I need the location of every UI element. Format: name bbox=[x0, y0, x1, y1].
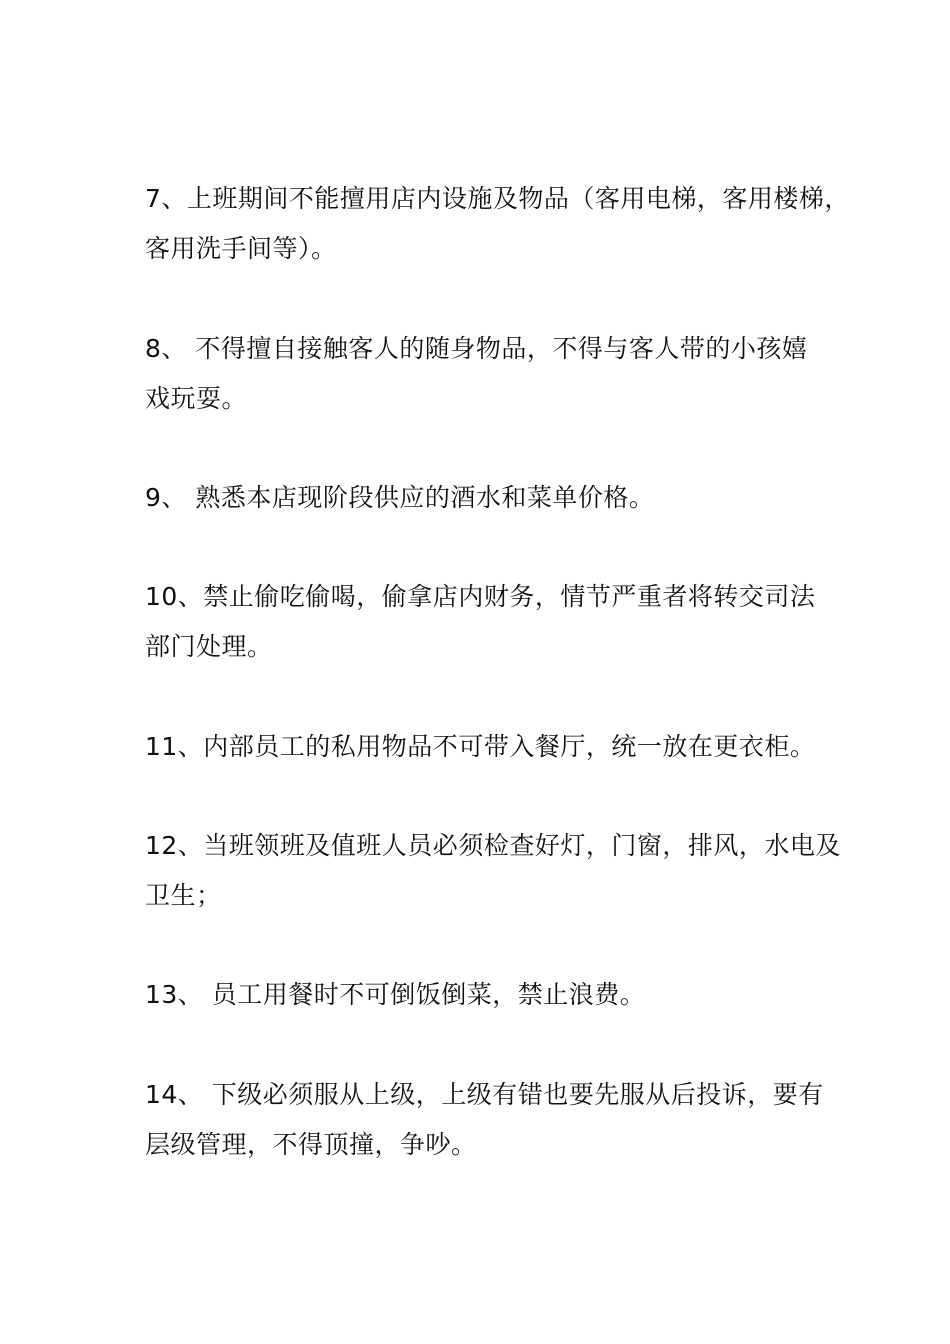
rule-item-10-line-2: 部门处理。 bbox=[145, 632, 273, 661]
rule-item-13 bbox=[145, 970, 835, 1020]
rule-item-14 bbox=[145, 1070, 835, 1170]
rule-item-12 bbox=[145, 821, 841, 921]
rule-item-11 bbox=[145, 722, 835, 772]
rule-item-10-line-1: 10、禁止偷吃偷喝，偷拿店内财务，情节严重者将转交司法 bbox=[145, 582, 816, 611]
rule-item-7-line-2: 客用洗手间等）。 bbox=[145, 234, 337, 263]
rule-item-13-line-1: 13、 员工用餐时不可倒饭倒菜，禁止浪费。 bbox=[145, 980, 646, 1009]
rule-item-8 bbox=[145, 324, 835, 424]
rule-item-12-line-1: 12、当班领班及值班人员必须检查好灯，门窗，排风，水电及 bbox=[145, 831, 841, 860]
rule-item-10 bbox=[145, 572, 835, 672]
rule-item-14-line-2: 层级管理，不得顶撞，争吵。 bbox=[145, 1130, 477, 1159]
rule-item-8-line-2: 戏玩耍。 bbox=[145, 384, 248, 413]
rule-item-9-line-1: 9、 熟悉本店现阶段供应的酒水和菜单价格。 bbox=[145, 483, 655, 512]
rule-item-9 bbox=[145, 473, 835, 523]
rule-item-11-line-1: 11、内部员工的私用物品不可带入餐厅，统一放在更衣柜。 bbox=[145, 732, 816, 761]
rule-item-8-line-1: 8、 不得擅自接触客人的随身物品，不得与客人带的小孩嬉 bbox=[145, 334, 808, 363]
rule-item-7-line-1: 7、上班期间不能擅用店内设施及物品（客用电梯，客用楼梯， bbox=[145, 184, 850, 213]
rule-item-7 bbox=[145, 174, 850, 274]
rule-item-12-line-2: 卫生； bbox=[145, 881, 222, 910]
rule-item-14-line-1: 14、 下级必须服从上级，上级有错也要先服从后投诉，要有 bbox=[145, 1080, 824, 1109]
